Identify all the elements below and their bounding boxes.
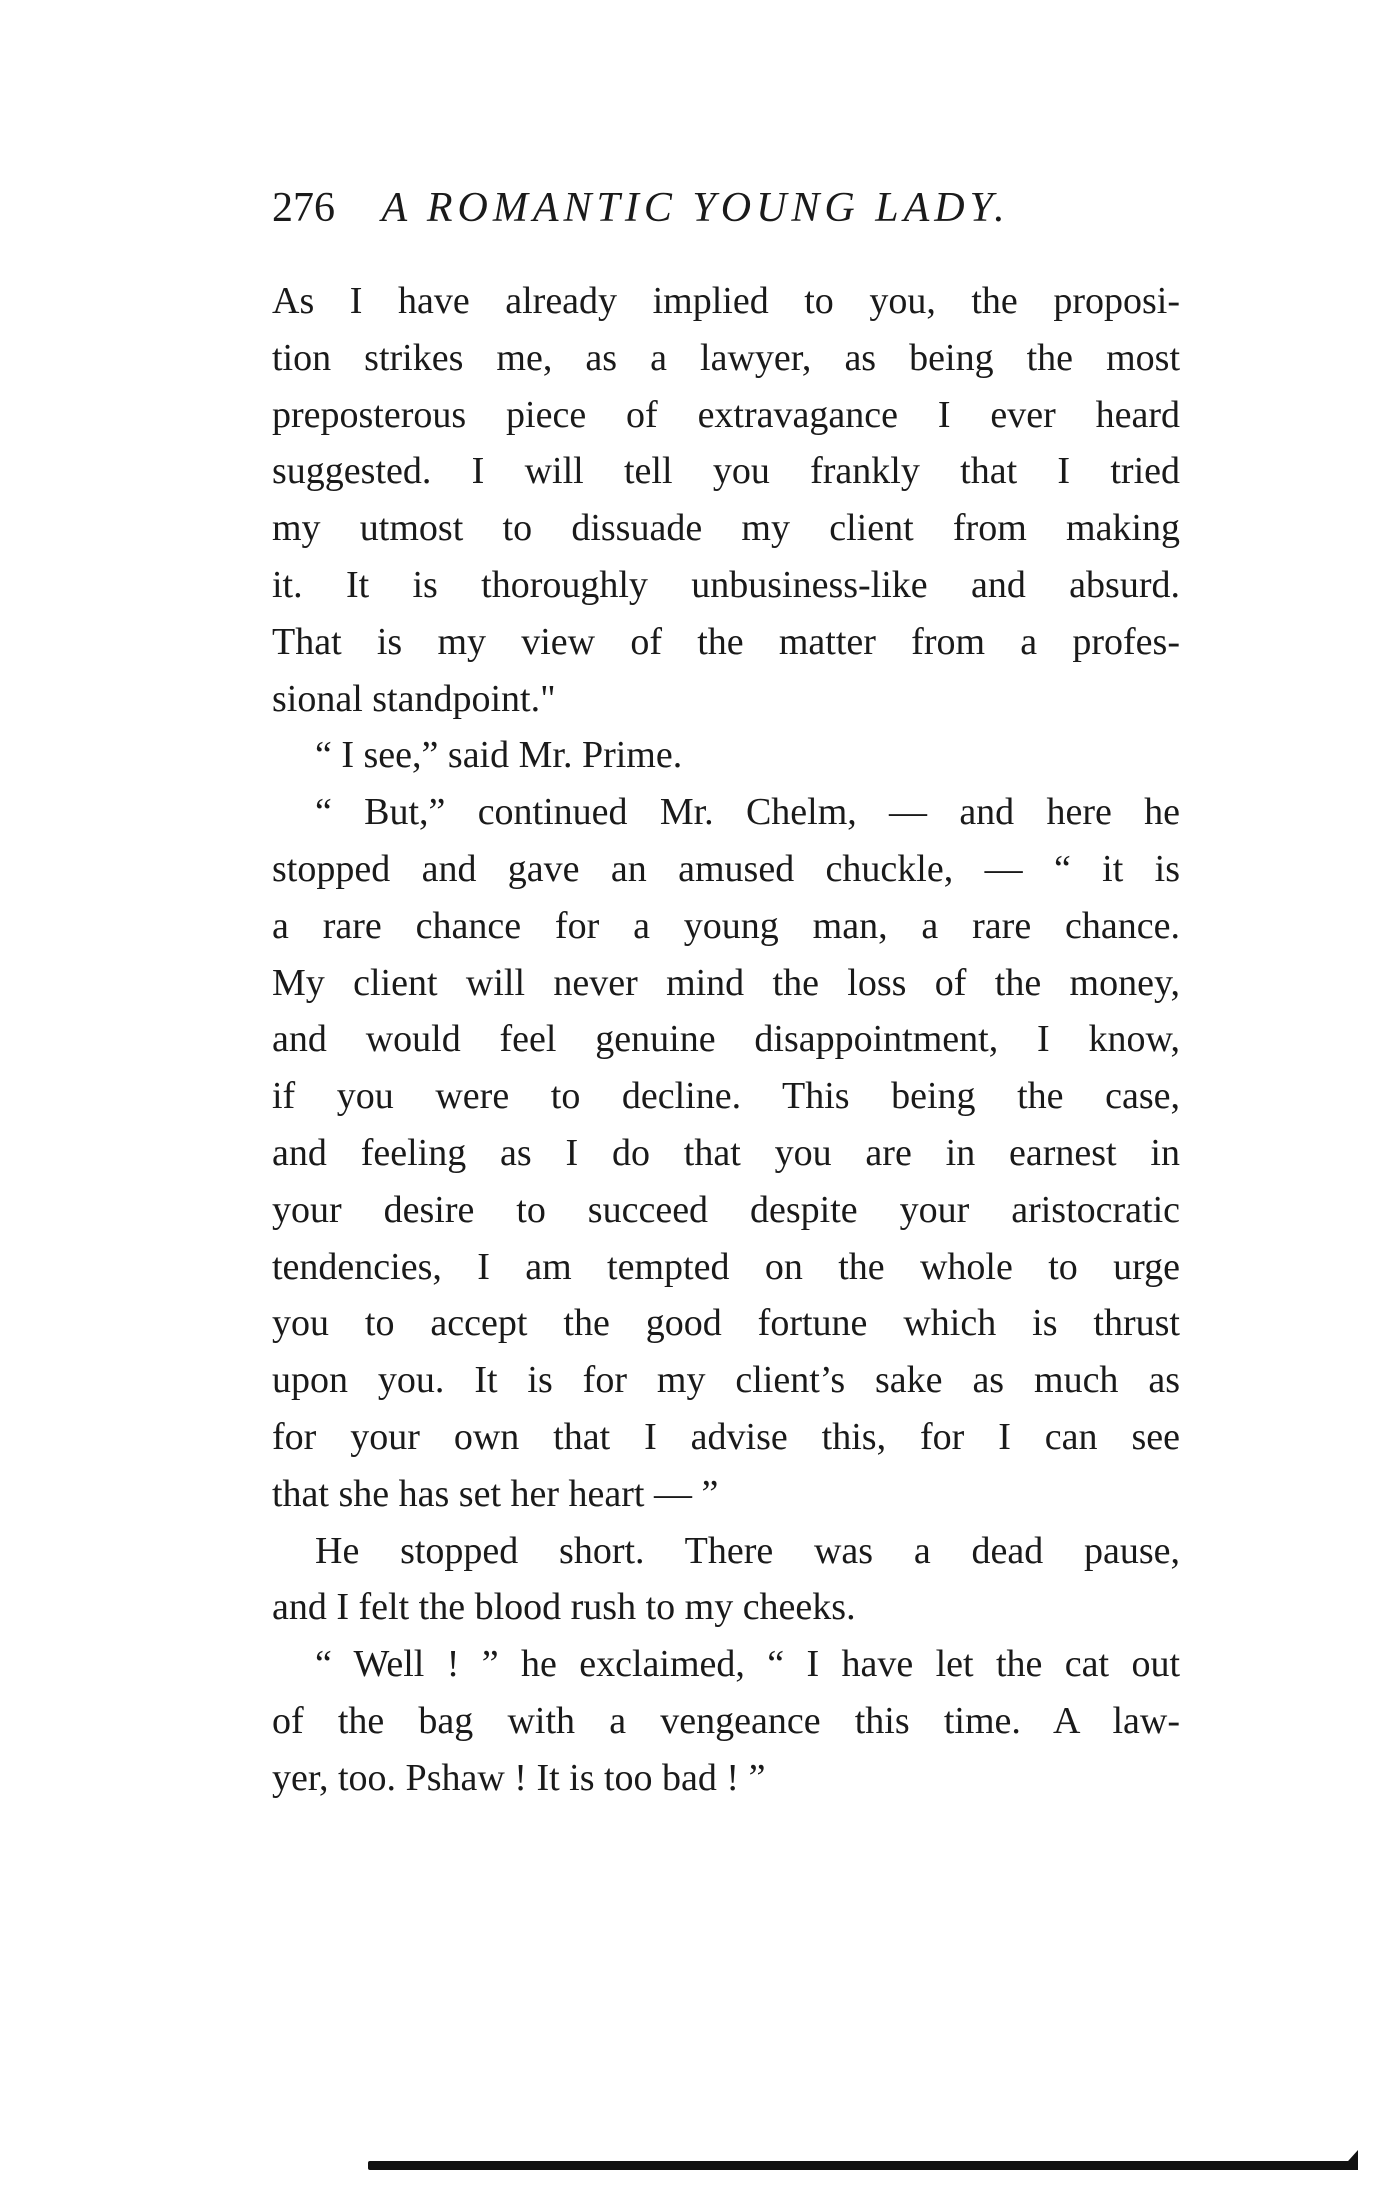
text-line: My client will never mind the loss of the money, [272,961,1180,1004]
text-line: “ But,” continued Mr. Chelm, — and here he [315,791,1180,834]
paragraph [272,727,1180,784]
paragraph [272,1523,1180,1637]
running-head [272,178,1172,238]
text-line: it. It is thoroughly unbusiness-like and absurd. [272,563,1180,606]
text-line: “ Well ! ” he exclaimed, “ I have let the cat out [315,1643,1180,1686]
text-line: a rare chance for a young man, a rare chance. [272,904,1180,947]
text-line: that she has set her heart — ” [272,1472,719,1515]
text-line: sional standpoint." [272,677,556,720]
body-text [272,273,1180,1807]
text-line: stopped and gave an amused chuckle, — “ it is [272,847,1180,890]
text-line: upon you. It is for my client’s sake as much as [272,1359,1180,1402]
book-title: A ROMANTIC YOUNG LADY. [381,185,1010,231]
text-line: for your own that I advise this, for I can see [272,1415,1180,1458]
text-line: yer, too. Pshaw ! It is too bad ! ” [272,1756,766,1799]
bottom-rule [368,2161,1358,2170]
text-line: your desire to succeed despite your aristocratic [272,1188,1180,1231]
text-line: of the bag with a vengeance this time. A law- [272,1699,1180,1742]
text-line: and would feel genuine disappointment, I know, [272,1018,1180,1061]
text-line: tion strikes me, as a lawyer, as being the most [272,336,1180,379]
text-line: He stopped short. There was a dead pause, [315,1529,1180,1572]
text-line: and I felt the blood rush to my cheeks. [272,1586,856,1629]
text-line: suggested. I will tell you frankly that I tried [272,450,1180,493]
paragraph [272,273,1180,727]
text-line: if you were to decline. This being the case, [272,1075,1180,1118]
text-line: That is my view of the matter from a profes- [272,620,1180,663]
text-line: “ I see,” said Mr. Prime. [315,734,683,777]
text-line: preposterous piece of extravagance I ever heard [272,393,1180,436]
text-line: my utmost to dissuade my client from making [272,507,1180,550]
text-line: and feeling as I do that you are in earnest in [272,1131,1180,1174]
paragraph [272,1636,1180,1806]
page-number: 276 [272,185,335,231]
text-line: tendencies, I am tempted on the whole to urge [272,1245,1180,1288]
text-line: you to accept the good fortune which is thrust [272,1302,1180,1345]
text-line: As I have already implied to you, the proposi- [272,280,1180,322]
paragraph [272,784,1180,1522]
